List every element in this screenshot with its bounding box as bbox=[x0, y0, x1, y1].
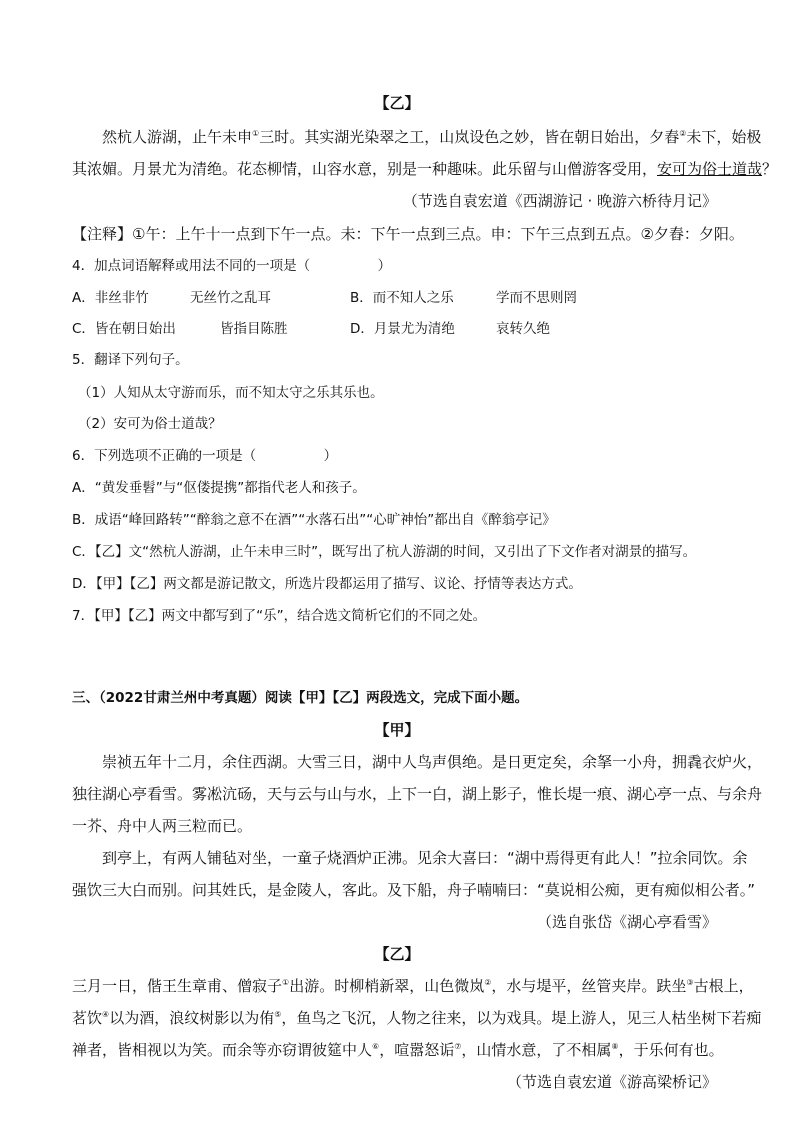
paragraph-line: 独往湖心亭看雪。雾凇沆砀，天与云与山与水，上下一白，湖上影子，惟长堤一痕、湖心亭一点、与余舟 bbox=[72, 785, 763, 803]
section-heading-yi-2: 【乙】 bbox=[374, 945, 420, 963]
question-6-option-c: C．【乙】文“然杭人游湖，止午未申三时”，既写出了杭人游湖的时间，又引出了下文作者对湖景的描写。 bbox=[72, 544, 697, 560]
question-7: 7．【甲】【乙】两文中都写到了“乐”，结合选文简析它们的不同之处。 bbox=[72, 608, 487, 624]
question-6-option-a: A．“黄发垂髫”与“伛偻提携”都指代老人和孩子。 bbox=[72, 480, 366, 496]
option-c-label: C．皆在朝日始出 bbox=[72, 321, 176, 337]
option-b-label: B．而不知人之乐 bbox=[350, 290, 454, 306]
question-6-option-b: B．成语“峰回路转”“醉翁之意不在酒”“水落石出”“心旷神怡”都出自《醉翁亭记》 bbox=[72, 512, 556, 528]
paragraph-line: 到亭上，有两人铺毡对坐，一童子烧酒炉正沸。见余大喜曰：“湖中焉得更有此人！”拉余同饮。余 bbox=[102, 849, 748, 867]
paragraph-line: 三月一日，偕王生章甫、僧寂子①出游。时柳梢新翠，山色微岚②，水与堤平，丝管夹岸。趺坐③古根上， bbox=[72, 977, 754, 995]
option-d-label: D．月景尤为清绝 bbox=[350, 321, 455, 337]
section-heading-jia: 【甲】 bbox=[374, 721, 420, 739]
section-heading-yi: 【乙】 bbox=[374, 94, 420, 112]
underlined-phrase: 安可为俗士道哉 bbox=[657, 160, 763, 178]
question-5-item-2: （2）安可为俗士道哉？ bbox=[78, 416, 222, 432]
option-d-text: 哀转久绝 bbox=[496, 321, 550, 337]
question-6: 6．下列选项不正确的一项是（ ） bbox=[72, 448, 338, 464]
paragraph-line: 然杭人游湖，止午未申①三时。其实湖光染翠之工，山岚设色之妙，皆在朝日始出，夕舂②未下，始极 bbox=[102, 128, 762, 146]
paragraph-line: 崇祯五年十二月，余住西湖。大雪三日，湖中人鸟声俱绝。是日更定矣，余拏一小舟，拥毳衣炉火， bbox=[102, 753, 763, 771]
section-three-title: 三、（2022甘肃兰州中考真题）阅读【甲】【乙】两段选文，完成下面小题。 bbox=[72, 690, 529, 706]
option-c-text: 皆指目陈胜 bbox=[220, 321, 288, 337]
question-5: 5．翻译下列句子。 bbox=[72, 352, 189, 368]
question-5-item-1: （1）人知从太守游而乐，而不知太守之乐其乐也。 bbox=[78, 385, 384, 401]
question-4: 4．加点词语解释或用法不同的一项是（ ） bbox=[72, 258, 392, 274]
option-a-text: 无丝竹之乱耳 bbox=[190, 290, 271, 306]
source-citation: （选自张岱《湖心亭看雪》 bbox=[536, 913, 717, 931]
option-a-label: A．非丝非竹 bbox=[72, 290, 149, 306]
paragraph-line: 一芥、舟中人两三粒而已。 bbox=[72, 817, 253, 835]
paragraph-line: 其浓媚。月景尤为清绝。花态柳情，山容水意，别是一种趣味。此乐留与山僧游客受用，安可为俗士道哉？ bbox=[72, 160, 778, 178]
question-6-option-d: D．【甲】【乙】两文都是游记散文，所选片段都运用了描写、议论、抒情等表达方式。 bbox=[72, 576, 582, 592]
annotation-note: 【注释】①午：上午十一点到下午一点。未：下午一点到三点。申：下午三点到五点。②夕舂：夕阳。 bbox=[72, 225, 744, 243]
paragraph-line: 禅者，皆相视以为笑。而余等亦窃谓彼筵中人⑥，喧嚣怒诟⑦，山情水意，了不相属⑧，于乐何有也。 bbox=[72, 1041, 724, 1059]
paragraph-line: 茗饮④以为酒，浪纹树影以为侑⑤，鱼鸟之飞沉，人物之往来，以为戏具。堤上游人，见三人枯坐树下若痴 bbox=[72, 1009, 762, 1027]
source-citation: （节选自袁宏道《西湖游记 · 晚游六桥待月记》 bbox=[402, 192, 717, 210]
paragraph-line: 强饮三大白而别。问其姓氏，是金陵人，客此。及下船，舟子喃喃曰：“莫说相公痴，更有痴似相公者。” bbox=[72, 881, 756, 899]
option-b-text: 学而不思则罔 bbox=[496, 290, 577, 306]
source-citation: （节选自袁宏道《游高梁桥记》 bbox=[506, 1073, 717, 1091]
